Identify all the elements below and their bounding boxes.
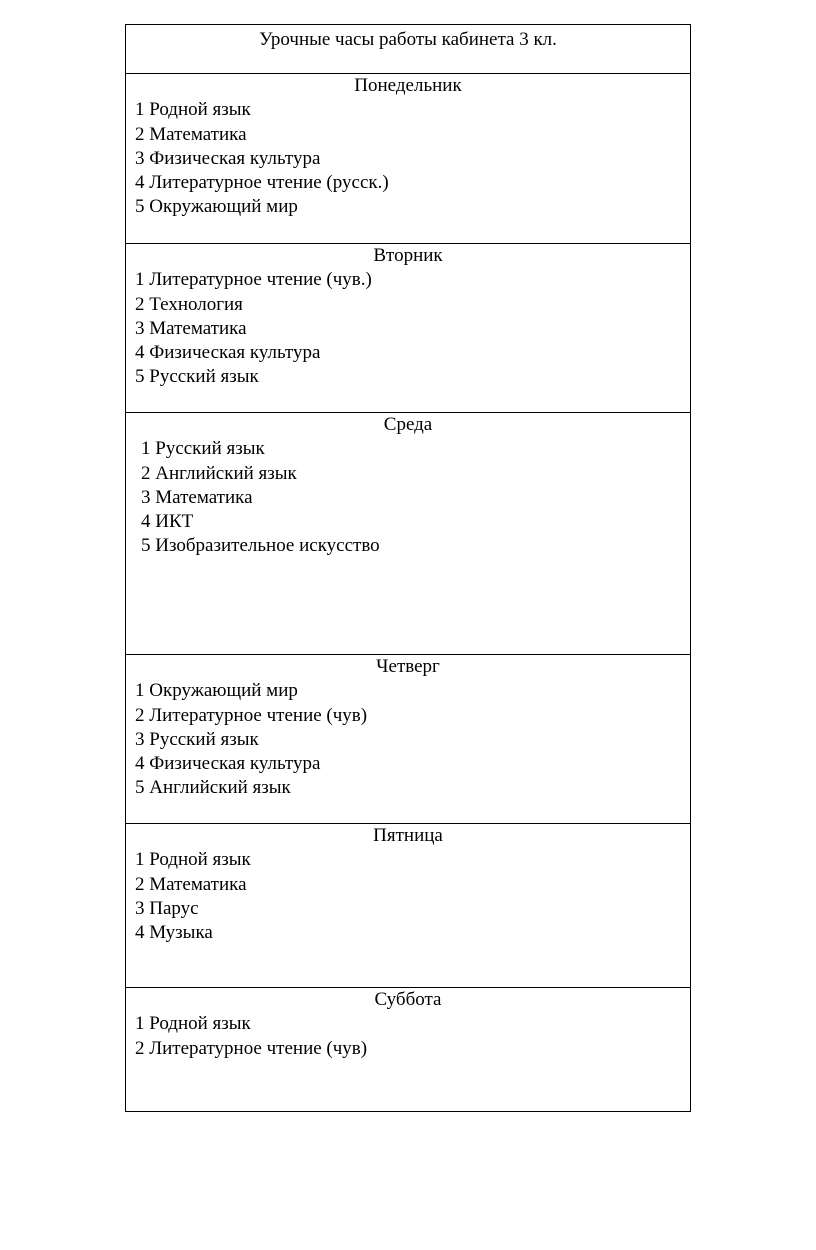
day-row-friday <box>126 824 691 988</box>
day-name: Вторник <box>373 245 443 266</box>
lesson-item: 3 Математика <box>141 486 253 508</box>
lesson-item: 1 Родной язык <box>135 1013 251 1035</box>
day-cell-friday <box>126 824 691 988</box>
lesson-item: 2 Математика <box>135 123 247 145</box>
lesson-item: 4 ИКТ <box>141 511 194 533</box>
day-name: Суббота <box>374 989 442 1010</box>
lesson-item: 3 Физическая культура <box>135 147 321 169</box>
day-cell-wednesday <box>126 413 691 655</box>
lesson-item: 2 Математика <box>135 873 247 895</box>
lesson-item: 5 Английский язык <box>135 777 291 799</box>
lesson-item: 2 Технология <box>135 293 243 315</box>
lesson-item: 5 Русский язык <box>135 366 259 388</box>
title-row <box>126 25 691 74</box>
lesson-item: 4 Физическая культура <box>135 342 321 364</box>
day-row-monday <box>126 74 691 244</box>
lesson-item: 3 Русский язык <box>135 728 259 750</box>
day-row-thursday <box>126 655 691 824</box>
schedule-table <box>125 24 691 1112</box>
day-name: Понедельник <box>354 75 462 96</box>
day-row-saturday <box>126 988 691 1112</box>
lesson-item: 2 Литературное чтение (чув) <box>135 704 368 726</box>
lesson-item: 1 Родной язык <box>135 99 251 121</box>
lesson-item: 1 Окружающий мир <box>135 680 298 702</box>
day-row-wednesday <box>126 413 691 655</box>
lesson-item: 4 Литературное чтение (русск.) <box>135 172 389 194</box>
lesson-item: 4 Физическая культура <box>135 753 321 775</box>
day-cell-monday <box>126 74 691 244</box>
lesson-item: 3 Математика <box>135 317 247 339</box>
lesson-item: 3 Парус <box>135 897 199 919</box>
day-cell-tuesday <box>126 244 691 413</box>
lesson-item: 4 Музыка <box>135 922 213 944</box>
table-title: Урочные часы работы кабинета 3 кл. <box>126 25 691 74</box>
day-name: Пятница <box>373 825 443 846</box>
lesson-item: 2 Литературное чтение (чув) <box>135 1037 368 1059</box>
lesson-item: 1 Литературное чтение (чув.) <box>135 269 372 291</box>
day-name: Среда <box>383 414 433 435</box>
day-cell-saturday <box>126 988 691 1112</box>
day-row-tuesday <box>126 244 691 413</box>
lesson-item: 1 Русский язык <box>141 438 265 460</box>
lesson-item: 2 Английский язык <box>141 462 297 484</box>
lesson-item: 1 Родной язык <box>135 849 251 871</box>
lesson-item: 5 Изобразительное искусство <box>141 535 380 557</box>
day-cell-thursday <box>126 655 691 824</box>
day-name: Четверг <box>376 656 440 677</box>
lesson-item: 5 Окружающий мир <box>135 196 298 218</box>
